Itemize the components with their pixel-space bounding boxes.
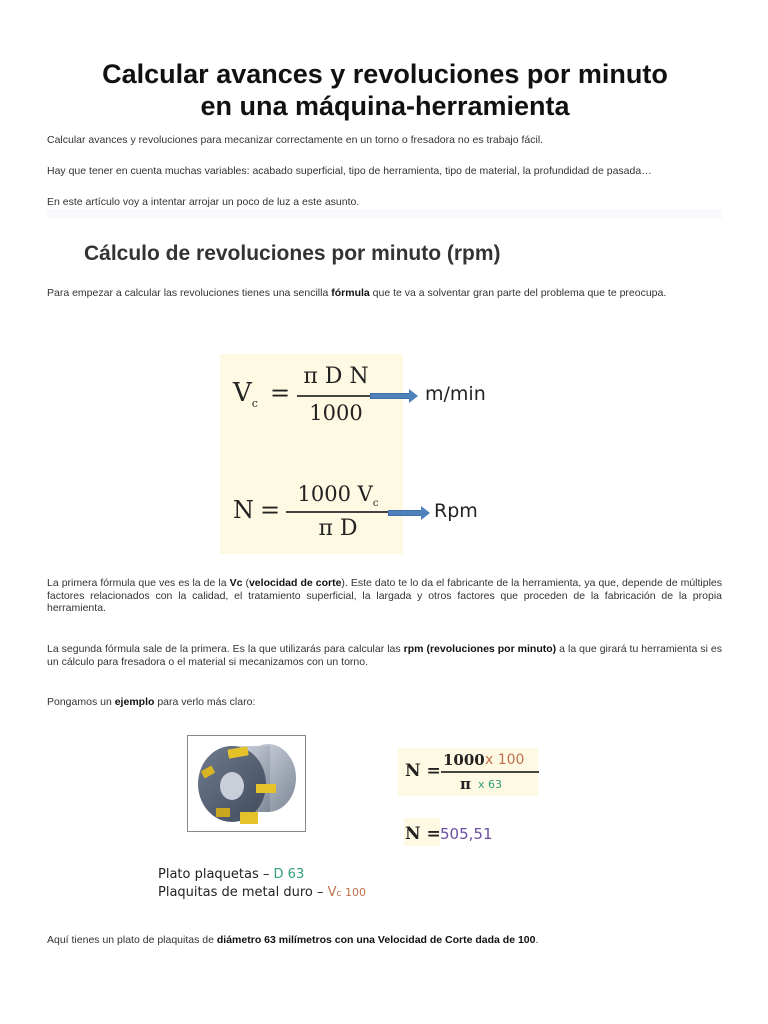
n-symbol: N [233,496,254,524]
example-pi: π [460,775,471,793]
intro-paragraph-2: Hay que tener en cuenta muchas variables: acabado superficial, tipo de herramienta, tipo de material, la profundidad de pasada… [47,165,652,177]
vc-denominator: 1000 [309,401,363,425]
vc-unit: m/min [425,383,486,405]
page-title [40,58,730,122]
example-numerator-vc: x 100 [485,752,525,768]
paragraph-vc: La primera fórmula que ves es la de la Vc (velocidad de corte). Este dato te lo da el fabricante de la herramienta, ya que, depende de múltiples factores relacionados con la calidad, el tratamiento superficial, la largada y otros factores que proceden de la fabricación de la propia herramienta. [47,577,722,614]
equals-sign: = [270,379,291,407]
example-n-lhs: N = [405,761,441,781]
text: Para empezar a calcular las revoluciones tienes una sencilla [47,287,332,299]
bold-text: fórmula [331,287,370,299]
vc-symbol: $V_c$ [233,378,258,411]
paragraph-rpm: La segunda fórmula sale de la primera. Es la que utilizarás para calcular las rpm (revoluciones por minuto) a la que girará tu herramienta si es un cálculo para fresadora o el material si mecanizamos con un torno. [47,643,723,668]
legend-line-diameter: Plato plaquetas – D 63 [158,867,305,882]
vc-numerator: π D N [303,364,369,389]
paragraph-closing: Aquí tienes un plato de plaquitas de diámetro 63 milímetros con una Velocidad de Corte dada de 100. [47,934,539,946]
fraction-line [441,771,539,773]
example-numerator-constant: 1000 [443,751,485,769]
section-divider [47,210,722,219]
paragraph-example: Pongamos un ejemplo para verlo más claro: [47,696,256,708]
fraction-line [297,395,372,397]
page-title-line-1: Calcular avances y revoluciones por minuto [102,59,668,89]
page-title-line-2: en una máquina-herramienta [200,91,570,121]
intro-paragraph-1: Calcular avances y revoluciones para mecanizar correctamente en un torno o fresadora no es trabajo fácil. [47,134,544,146]
legend-line-vc: Plaquitas de metal duro – Vc 100 [158,885,366,900]
equals-sign: = [260,496,281,524]
fraction-line [286,511,390,513]
example-denominator-d: x 63 [478,778,503,791]
milling-cutter-image [187,735,306,832]
milling-cutter-icon [188,736,305,831]
example-result-value: 505,51 [440,825,493,843]
text: que te va a solventar gran parte del problema que te preocupa. [369,287,667,299]
arrow-right-icon [370,392,418,400]
section-heading: Cálculo de revoluciones por minuto (rpm) [84,242,501,265]
n-denominator: π D [318,516,358,541]
n-numerator: 1000 $V_c$ [297,482,379,510]
paragraph-formula [47,287,722,300]
formula-image [220,354,520,554]
arrow-right-icon [388,509,430,517]
n-unit: Rpm [434,500,478,522]
intro-paragraph-3: En este artículo voy a intentar arrojar un poco de luz a este asunto. [47,196,360,208]
example-legend [158,866,366,903]
example-result-lhs: N = [405,824,441,844]
